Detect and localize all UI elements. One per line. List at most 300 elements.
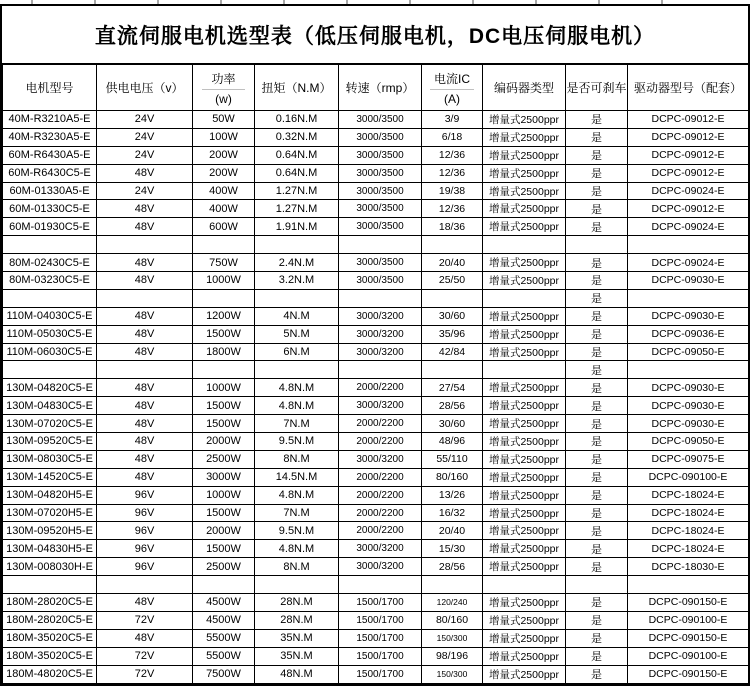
header-subdivider <box>430 89 473 90</box>
cell-voltage: 48V <box>97 164 193 182</box>
cell-model: 60M-01330A5-E <box>3 182 97 200</box>
cell-speed: 1500/1700 <box>339 611 422 629</box>
column-header-model: 电机型号 <box>3 65 97 111</box>
cell-driver: DCPC-090150-E <box>628 665 749 683</box>
cell-torque: 9.5N.M <box>255 433 339 451</box>
table-row <box>3 343 749 361</box>
cell-driver: DCPC-09030-E <box>628 415 749 433</box>
cell-torque: 28N.M <box>255 611 339 629</box>
cell-encoder: 增量式2500ppr <box>483 343 566 361</box>
cell-model: 40M-R3230A5-E <box>3 128 97 146</box>
cell-driver: DCPC-09050-E <box>628 343 749 361</box>
cell-encoder: 增量式2500ppr <box>483 254 566 272</box>
cell-encoder <box>483 236 566 254</box>
cell-driver: DCPC-09012-E <box>628 164 749 182</box>
cell-torque: 1.91N.M <box>255 218 339 236</box>
cell-speed: 2000/2200 <box>339 415 422 433</box>
cell-driver: DCPC-18024-E <box>628 486 749 504</box>
table-row <box>3 415 749 433</box>
cell-speed: 3000/3500 <box>339 128 422 146</box>
cell-brake: 是 <box>566 433 628 451</box>
cell-brake: 是 <box>566 128 628 146</box>
cell-voltage <box>97 236 193 254</box>
cell-torque: 8N.M <box>255 558 339 576</box>
cell-torque: 0.64N.M <box>255 164 339 182</box>
cell-brake: 是 <box>566 397 628 415</box>
cell-torque: 48N.M <box>255 665 339 683</box>
cell-brake: 是 <box>566 522 628 540</box>
cell-model: 180M-35020C5-E <box>3 647 97 665</box>
cell-encoder: 增量式2500ppr <box>483 272 566 290</box>
table-row <box>3 450 749 468</box>
cell-speed <box>339 289 422 307</box>
cell-encoder: 增量式2500ppr <box>483 647 566 665</box>
cell-power: 2500W <box>193 450 255 468</box>
motor-selection-sheet <box>0 4 750 686</box>
cell-current: 15/30 <box>422 540 483 558</box>
table-row <box>3 128 749 146</box>
cell-encoder: 增量式2500ppr <box>483 200 566 218</box>
cell-speed: 3000/3200 <box>339 558 422 576</box>
cell-speed: 1500/1700 <box>339 629 422 647</box>
cell-voltage: 48V <box>97 200 193 218</box>
cell-model: 130M-08030C5-E <box>3 450 97 468</box>
cell-model: 130M-04830C5-E <box>3 397 97 415</box>
cell-speed: 3000/3500 <box>339 218 422 236</box>
cell-current: 6/18 <box>422 128 483 146</box>
cell-model <box>3 236 97 254</box>
cell-brake: 是 <box>566 218 628 236</box>
cell-speed: 3000/3500 <box>339 111 422 129</box>
table-row <box>3 611 749 629</box>
header-subdivider <box>202 89 246 90</box>
cell-power: 1200W <box>193 307 255 325</box>
cell-current <box>422 236 483 254</box>
cell-power: 200W <box>193 146 255 164</box>
cell-encoder: 增量式2500ppr <box>483 146 566 164</box>
cell-current: 16/32 <box>422 504 483 522</box>
cell-encoder: 增量式2500ppr <box>483 307 566 325</box>
cell-speed: 2000/2200 <box>339 504 422 522</box>
cell-current: 3/9 <box>422 111 483 129</box>
cell-driver: DCPC-09012-E <box>628 128 749 146</box>
cell-current: 30/60 <box>422 307 483 325</box>
cell-encoder: 增量式2500ppr <box>483 665 566 683</box>
column-header-current <box>422 65 483 111</box>
cell-driver: DCPC-09012-E <box>628 111 749 129</box>
cell-power: 2500W <box>193 558 255 576</box>
cell-current: 55/110 <box>422 450 483 468</box>
cell-current: 19/38 <box>422 182 483 200</box>
cell-brake: 是 <box>566 325 628 343</box>
cell-voltage: 48V <box>97 397 193 415</box>
cell-voltage: 48V <box>97 433 193 451</box>
cell-brake: 是 <box>566 164 628 182</box>
cell-encoder: 增量式2500ppr <box>483 540 566 558</box>
cell-model: 130M-04830H5-E <box>3 540 97 558</box>
cell-encoder: 增量式2500ppr <box>483 450 566 468</box>
table-row <box>3 540 749 558</box>
cell-speed: 1500/1700 <box>339 647 422 665</box>
cell-encoder <box>483 361 566 379</box>
cell-voltage: 96V <box>97 540 193 558</box>
cell-power: 4500W <box>193 611 255 629</box>
cell-speed: 3000/3500 <box>339 272 422 290</box>
cell-current: 150/300 <box>422 665 483 683</box>
cell-brake: 是 <box>566 343 628 361</box>
cell-current: 42/84 <box>422 343 483 361</box>
cell-torque: 7N.M <box>255 504 339 522</box>
cell-speed: 3000/3500 <box>339 200 422 218</box>
cell-driver: DCPC-09030-E <box>628 379 749 397</box>
cell-encoder: 增量式2500ppr <box>483 325 566 343</box>
column-header-brake: 是否可刹车 <box>566 65 628 111</box>
cell-brake: 是 <box>566 665 628 683</box>
cell-torque: 0.32N.M <box>255 128 339 146</box>
cell-driver: DCPC-09036-E <box>628 325 749 343</box>
cell-torque: 8N.M <box>255 450 339 468</box>
cell-power: 1800W <box>193 343 255 361</box>
cell-power: 1500W <box>193 540 255 558</box>
cell-brake: 是 <box>566 647 628 665</box>
cell-torque: 0.16N.M <box>255 111 339 129</box>
cell-brake: 是 <box>566 289 628 307</box>
cell-model: 110M-06030C5-E <box>3 343 97 361</box>
cell-brake: 是 <box>566 611 628 629</box>
cell-model: 130M-09520C5-E <box>3 433 97 451</box>
cell-brake: 是 <box>566 200 628 218</box>
cell-current: 27/54 <box>422 379 483 397</box>
cell-model: 40M-R3210A5-E <box>3 111 97 129</box>
cell-encoder: 增量式2500ppr <box>483 218 566 236</box>
cell-current: 18/36 <box>422 218 483 236</box>
cell-current: 20/40 <box>422 522 483 540</box>
cell-speed <box>339 576 422 594</box>
cell-brake: 是 <box>566 558 628 576</box>
cell-encoder: 增量式2500ppr <box>483 468 566 486</box>
cell-speed: 3000/3200 <box>339 325 422 343</box>
cell-brake <box>566 236 628 254</box>
cell-driver: DCPC-09012-E <box>628 146 749 164</box>
cell-torque: 1.27N.M <box>255 200 339 218</box>
cell-model: 110M-04030C5-E <box>3 307 97 325</box>
cell-power: 1000W <box>193 486 255 504</box>
cell-driver: DCPC-18024-E <box>628 540 749 558</box>
cell-voltage: 48V <box>97 415 193 433</box>
table-row <box>3 236 749 254</box>
cell-brake: 是 <box>566 486 628 504</box>
cell-speed: 3000/3500 <box>339 164 422 182</box>
cell-encoder: 增量式2500ppr <box>483 397 566 415</box>
cell-driver: DCPC-09030-E <box>628 307 749 325</box>
cell-driver: DCPC-09024-E <box>628 182 749 200</box>
cell-model: 130M-14520C5-E <box>3 468 97 486</box>
cell-power: 50W <box>193 111 255 129</box>
cell-model: 80M-03230C5-E <box>3 272 97 290</box>
cell-voltage: 48V <box>97 272 193 290</box>
table-row <box>3 379 749 397</box>
cell-driver: DCPC-09030-E <box>628 397 749 415</box>
cell-torque: 28N.M <box>255 594 339 612</box>
page-title: 直流伺服电机选型表（低压伺服电机，DC电压伺服电机） <box>2 6 748 64</box>
header-sublabel: (w) <box>215 91 232 106</box>
cell-torque: 35N.M <box>255 629 339 647</box>
cell-voltage: 48V <box>97 594 193 612</box>
table-row <box>3 111 749 129</box>
cell-encoder: 增量式2500ppr <box>483 415 566 433</box>
motor-selection-table <box>2 64 749 684</box>
cell-voltage: 24V <box>97 111 193 129</box>
table-header <box>3 65 749 111</box>
cell-torque: 9.5N.M <box>255 522 339 540</box>
cell-model <box>3 361 97 379</box>
cell-driver: DCPC-09050-E <box>628 433 749 451</box>
cell-model: 180M-48020C5-E <box>3 665 97 683</box>
cell-current <box>422 361 483 379</box>
cell-current: 80/160 <box>422 611 483 629</box>
table-row <box>3 629 749 647</box>
cell-speed: 3000/3200 <box>339 307 422 325</box>
cell-brake: 是 <box>566 272 628 290</box>
cell-speed <box>339 236 422 254</box>
cell-power <box>193 236 255 254</box>
cell-torque: 4.8N.M <box>255 379 339 397</box>
cell-model: 130M-09520H5-E <box>3 522 97 540</box>
cell-speed: 2000/2200 <box>339 433 422 451</box>
table-row <box>3 146 749 164</box>
table-row <box>3 522 749 540</box>
cell-voltage <box>97 289 193 307</box>
cell-driver: DCPC-090100-E <box>628 611 749 629</box>
cell-torque: 14.5N.M <box>255 468 339 486</box>
cell-brake: 是 <box>566 146 628 164</box>
cell-current: 28/56 <box>422 558 483 576</box>
cell-encoder: 增量式2500ppr <box>483 111 566 129</box>
cell-current: 12/36 <box>422 164 483 182</box>
cell-driver: DCPC-090150-E <box>628 629 749 647</box>
cell-voltage: 72V <box>97 665 193 683</box>
cell-speed: 3000/3500 <box>339 146 422 164</box>
cell-current: 28/56 <box>422 397 483 415</box>
cell-driver: DCPC-09075-E <box>628 450 749 468</box>
cell-model <box>3 576 97 594</box>
cell-encoder: 增量式2500ppr <box>483 522 566 540</box>
table-row <box>3 254 749 272</box>
cell-current: 98/196 <box>422 647 483 665</box>
cell-speed <box>339 361 422 379</box>
cell-encoder: 增量式2500ppr <box>483 594 566 612</box>
cell-speed: 3000/3200 <box>339 343 422 361</box>
cell-model: 60M-01330C5-E <box>3 200 97 218</box>
cell-current: 13/26 <box>422 486 483 504</box>
table-row <box>3 647 749 665</box>
cell-current: 12/36 <box>422 146 483 164</box>
cell-model: 130M-07020C5-E <box>3 415 97 433</box>
cell-power: 1500W <box>193 325 255 343</box>
cell-current: 35/96 <box>422 325 483 343</box>
cell-power: 4500W <box>193 594 255 612</box>
cell-voltage: 48V <box>97 629 193 647</box>
cell-current: 80/160 <box>422 468 483 486</box>
cell-encoder: 增量式2500ppr <box>483 128 566 146</box>
cell-speed: 3000/3500 <box>339 182 422 200</box>
cell-torque: 35N.M <box>255 647 339 665</box>
cell-driver: DCPC-09030-E <box>628 272 749 290</box>
cell-encoder: 增量式2500ppr <box>483 433 566 451</box>
cell-voltage <box>97 576 193 594</box>
cell-voltage: 48V <box>97 343 193 361</box>
column-header-encoder: 编码器类型 <box>483 65 566 111</box>
cell-current <box>422 576 483 594</box>
column-header-driver: 驱动器型号（配套） <box>628 65 749 111</box>
cell-encoder: 增量式2500ppr <box>483 379 566 397</box>
cell-brake: 是 <box>566 468 628 486</box>
cell-power: 100W <box>193 128 255 146</box>
cell-driver: DCPC-09024-E <box>628 218 749 236</box>
cell-speed: 2000/2200 <box>339 522 422 540</box>
cell-voltage: 48V <box>97 325 193 343</box>
cell-brake: 是 <box>566 594 628 612</box>
cell-speed: 1500/1700 <box>339 594 422 612</box>
cell-speed: 2000/2200 <box>339 468 422 486</box>
cell-torque: 4.8N.M <box>255 397 339 415</box>
table-row <box>3 504 749 522</box>
table-row <box>3 558 749 576</box>
cell-encoder: 增量式2500ppr <box>483 486 566 504</box>
cell-power: 1500W <box>193 397 255 415</box>
table-row <box>3 397 749 415</box>
cell-speed: 3000/3200 <box>339 397 422 415</box>
table-row <box>3 272 749 290</box>
cell-power: 600W <box>193 218 255 236</box>
cell-voltage: 72V <box>97 611 193 629</box>
table-row <box>3 361 749 379</box>
cell-brake: 是 <box>566 629 628 647</box>
cell-torque: 6N.M <box>255 343 339 361</box>
cell-model: 180M-35020C5-E <box>3 629 97 647</box>
cell-driver: DCPC-09012-E <box>628 200 749 218</box>
cell-power <box>193 576 255 594</box>
cell-brake: 是 <box>566 415 628 433</box>
cell-power: 5500W <box>193 647 255 665</box>
cell-model: 130M-008030H-E <box>3 558 97 576</box>
cell-torque: 4.8N.M <box>255 540 339 558</box>
cell-encoder: 增量式2500ppr <box>483 182 566 200</box>
cell-speed: 3000/3200 <box>339 450 422 468</box>
cell-current: 150/300 <box>422 629 483 647</box>
cell-driver: DCPC-090150-E <box>628 594 749 612</box>
cell-current: 12/36 <box>422 200 483 218</box>
table-row <box>3 665 749 683</box>
cell-driver: DCPC-090100-E <box>628 647 749 665</box>
cell-voltage: 24V <box>97 128 193 146</box>
cell-speed: 2000/2200 <box>339 379 422 397</box>
cell-speed: 2000/2200 <box>339 486 422 504</box>
cell-driver: DCPC-18030-E <box>628 558 749 576</box>
table-row <box>3 307 749 325</box>
cell-power <box>193 289 255 307</box>
cell-encoder: 增量式2500ppr <box>483 504 566 522</box>
cell-power: 2000W <box>193 433 255 451</box>
cell-speed: 3000/3500 <box>339 254 422 272</box>
cell-power: 1000W <box>193 379 255 397</box>
cell-model: 180M-28020C5-E <box>3 594 97 612</box>
cell-power: 5500W <box>193 629 255 647</box>
cell-brake: 是 <box>566 504 628 522</box>
cell-driver: DCPC-090100-E <box>628 468 749 486</box>
cell-torque: 3.2N.M <box>255 272 339 290</box>
cell-torque: 4.8N.M <box>255 486 339 504</box>
cell-encoder: 增量式2500ppr <box>483 558 566 576</box>
cell-brake: 是 <box>566 182 628 200</box>
cell-voltage: 96V <box>97 558 193 576</box>
cell-power: 1500W <box>193 415 255 433</box>
cell-model: 60M-R6430C5-E <box>3 164 97 182</box>
cell-model: 130M-07020H5-E <box>3 504 97 522</box>
cell-current: 48/96 <box>422 433 483 451</box>
cell-power: 400W <box>193 200 255 218</box>
cell-voltage: 96V <box>97 486 193 504</box>
cell-voltage: 24V <box>97 146 193 164</box>
cell-power: 3000W <box>193 468 255 486</box>
cell-voltage: 24V <box>97 182 193 200</box>
cell-brake <box>566 576 628 594</box>
cell-driver <box>628 361 749 379</box>
cell-power <box>193 361 255 379</box>
cell-torque <box>255 361 339 379</box>
table-row <box>3 468 749 486</box>
cell-model: 60M-01930C5-E <box>3 218 97 236</box>
cell-torque: 7N.M <box>255 415 339 433</box>
header-sublabel: (A) <box>444 91 460 106</box>
cell-speed: 3000/3200 <box>339 540 422 558</box>
column-header-voltage: 供电电压（v） <box>97 65 193 111</box>
cell-brake: 是 <box>566 111 628 129</box>
cell-encoder: 增量式2500ppr <box>483 611 566 629</box>
cell-current: 25/50 <box>422 272 483 290</box>
cell-voltage: 48V <box>97 468 193 486</box>
cell-brake: 是 <box>566 450 628 468</box>
table-row <box>3 486 749 504</box>
cell-voltage: 48V <box>97 379 193 397</box>
table-row <box>3 433 749 451</box>
cell-torque: 1.27N.M <box>255 182 339 200</box>
cell-current: 20/40 <box>422 254 483 272</box>
cell-power: 2000W <box>193 522 255 540</box>
cell-driver: DCPC-18024-E <box>628 522 749 540</box>
cell-model: 60M-R6430A5-E <box>3 146 97 164</box>
cell-torque <box>255 576 339 594</box>
cell-brake: 是 <box>566 254 628 272</box>
cell-power: 750W <box>193 254 255 272</box>
header-label: 电流IC <box>433 71 470 86</box>
table-row <box>3 325 749 343</box>
header-row <box>3 65 749 111</box>
cell-driver <box>628 236 749 254</box>
cell-torque: 0.64N.M <box>255 146 339 164</box>
table-row <box>3 182 749 200</box>
cell-brake: 是 <box>566 361 628 379</box>
cell-model: 80M-02430C5-E <box>3 254 97 272</box>
table-row <box>3 218 749 236</box>
cell-driver: DCPC-09024-E <box>628 254 749 272</box>
table-body <box>3 111 749 684</box>
cell-model: 180M-28020C5-E <box>3 611 97 629</box>
cell-power: 1000W <box>193 272 255 290</box>
cell-torque: 4N.M <box>255 307 339 325</box>
header-label: 功率 <box>211 71 236 86</box>
cell-brake: 是 <box>566 540 628 558</box>
